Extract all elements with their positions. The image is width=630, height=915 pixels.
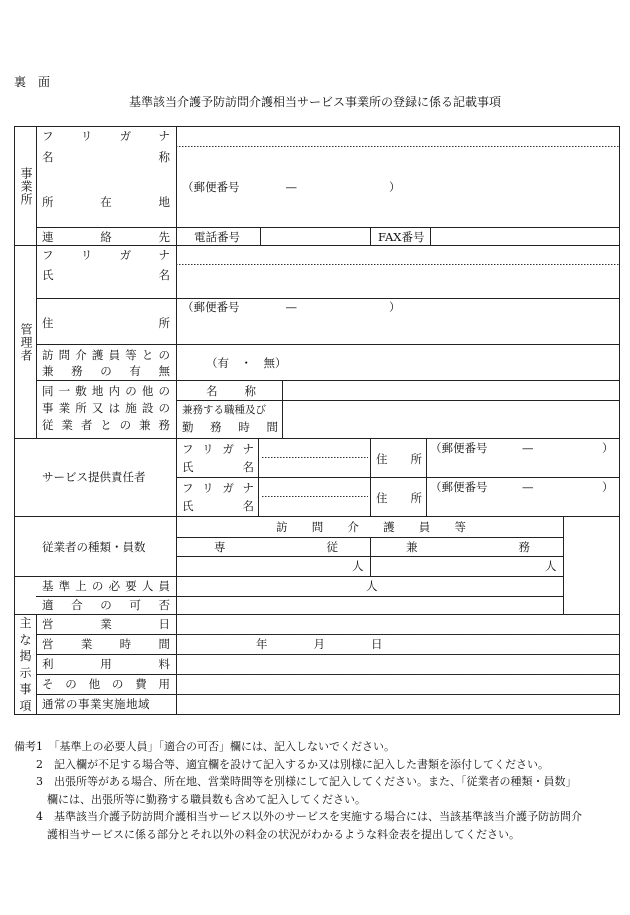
service-manager-furigana-label-1: フ リ ガ ナ <box>182 442 254 456</box>
office-name-label: 名 称 <box>42 150 170 164</box>
form-title: 基準該当介護予防訪問介護相当サービス事業所の登録に係る記載事項 <box>128 95 501 109</box>
manager-concurrent-label-1: 訪 問 介 護 員 等 と の <box>42 348 170 362</box>
note-line: 4 基準該当介護予防訪問介護相当サービス以外のサービスを実施する場合には、当該基準該当介護予防訪問介 <box>14 810 582 823</box>
service-manager-furigana-label-2: フ リ ガ ナ <box>182 481 254 495</box>
staff-parttime-unit: 人 <box>545 559 557 573</box>
office-postal-code[interactable]: （郵便番号 — ） <box>182 180 401 194</box>
office-furigana-label: フ リ ガ ナ <box>42 129 170 143</box>
manager-concurrent-yesno[interactable]: （有 ・ 無） <box>206 356 287 370</box>
manager-other-job-label-1: 兼務する職種及び <box>182 404 266 416</box>
manager-section-label: 管理者 <box>19 322 33 362</box>
service-manager-postal-2[interactable]: （郵便番号 — ） <box>430 480 614 494</box>
posting-section-label: 主 な 掲 示 事 項 <box>19 616 32 713</box>
note-line: 欄には、出張所等に勤務する職員数も含めて記入してください。 <box>14 792 366 806</box>
service-manager-address-label-2: 住 所 <box>376 491 422 505</box>
service-manager-name-label-2: 氏 名 <box>182 499 254 513</box>
staff-suitability-label: 適 合 の 可 否 <box>42 598 170 612</box>
office-phone-label: 電話番号 <box>194 230 240 244</box>
manager-other-label-3: 従 業 者 と の 兼 務 <box>42 418 170 432</box>
posting-area-label: 通常の事業実施地域 <box>42 697 150 711</box>
staff-required-label: 基 準 上 の 必 要 人 員 <box>42 579 170 593</box>
note-line: 2 記入欄が不足する場合等、適宜欄を設けて記入するか又は別様に記入した書類を添付してください。 <box>14 757 549 771</box>
page-side-label: 裏 面 <box>14 75 51 89</box>
manager-other-label-1: 同 一 敷 地 内 の 他 の <box>42 384 170 398</box>
manager-name-label: 氏 名 <box>42 268 170 282</box>
staff-required-unit: 人 <box>366 579 378 593</box>
service-manager-label: サービス提供責任者 <box>42 470 146 484</box>
manager-concurrent-label-2: 兼 務 の 有 無 <box>42 364 170 378</box>
note-line: 備考1 「基準上の必要人員」「適合の可否」欄には、記入しないでください。 <box>14 740 395 753</box>
posting-business-days-label: 営 業 日 <box>42 617 170 631</box>
posting-other-cost-label: そ の 他 の 費 用 <box>42 677 170 691</box>
staff-label: 従業者の種類・員数 <box>42 540 146 554</box>
note-line: 3 出張所等がある場合、所在地、営業時間等を別様にして記入してください。また、「従業者の種類・員数」 <box>14 775 577 788</box>
posting-date[interactable]: 年 月 日 <box>256 637 383 651</box>
staff-fulltime-label: 専 従 <box>214 540 338 554</box>
posting-business-hours-label: 営 業 時 間 <box>42 637 170 651</box>
manager-postal-code[interactable]: （郵便番号 — ） <box>182 300 401 314</box>
staff-parttime-label: 兼 務 <box>406 540 530 554</box>
manager-furigana-label: フ リ ガ ナ <box>42 248 170 262</box>
office-address-label: 所 在 地 <box>42 195 170 209</box>
posting-fee-label: 利 用 料 <box>42 657 170 671</box>
office-section-label: 事業所 <box>19 166 33 206</box>
manager-other-label-2: 事 業 所 又 は 施 設 の <box>42 401 170 415</box>
service-manager-name-label-1: 氏 名 <box>182 460 254 474</box>
service-manager-postal-1[interactable]: （郵便番号 — ） <box>430 441 614 455</box>
manager-address-label: 住 所 <box>42 316 170 330</box>
note-line: 護相当サービスに係る部分とそれ以外の料金の状況がわかるような料金表を提出してください。 <box>14 827 520 841</box>
office-fax-label: FAX番号 <box>378 230 425 244</box>
notes <box>14 738 582 843</box>
service-manager-address-label-1: 住 所 <box>376 452 422 466</box>
staff-fulltime-unit: 人 <box>352 559 364 573</box>
staff-header: 訪 問 介 護 員 等 <box>276 520 466 534</box>
office-contact-label: 連 絡 先 <box>42 230 170 244</box>
manager-other-name-label: 名 称 <box>206 384 256 398</box>
manager-other-job-label-2: 勤 務 時 間 <box>182 420 278 434</box>
